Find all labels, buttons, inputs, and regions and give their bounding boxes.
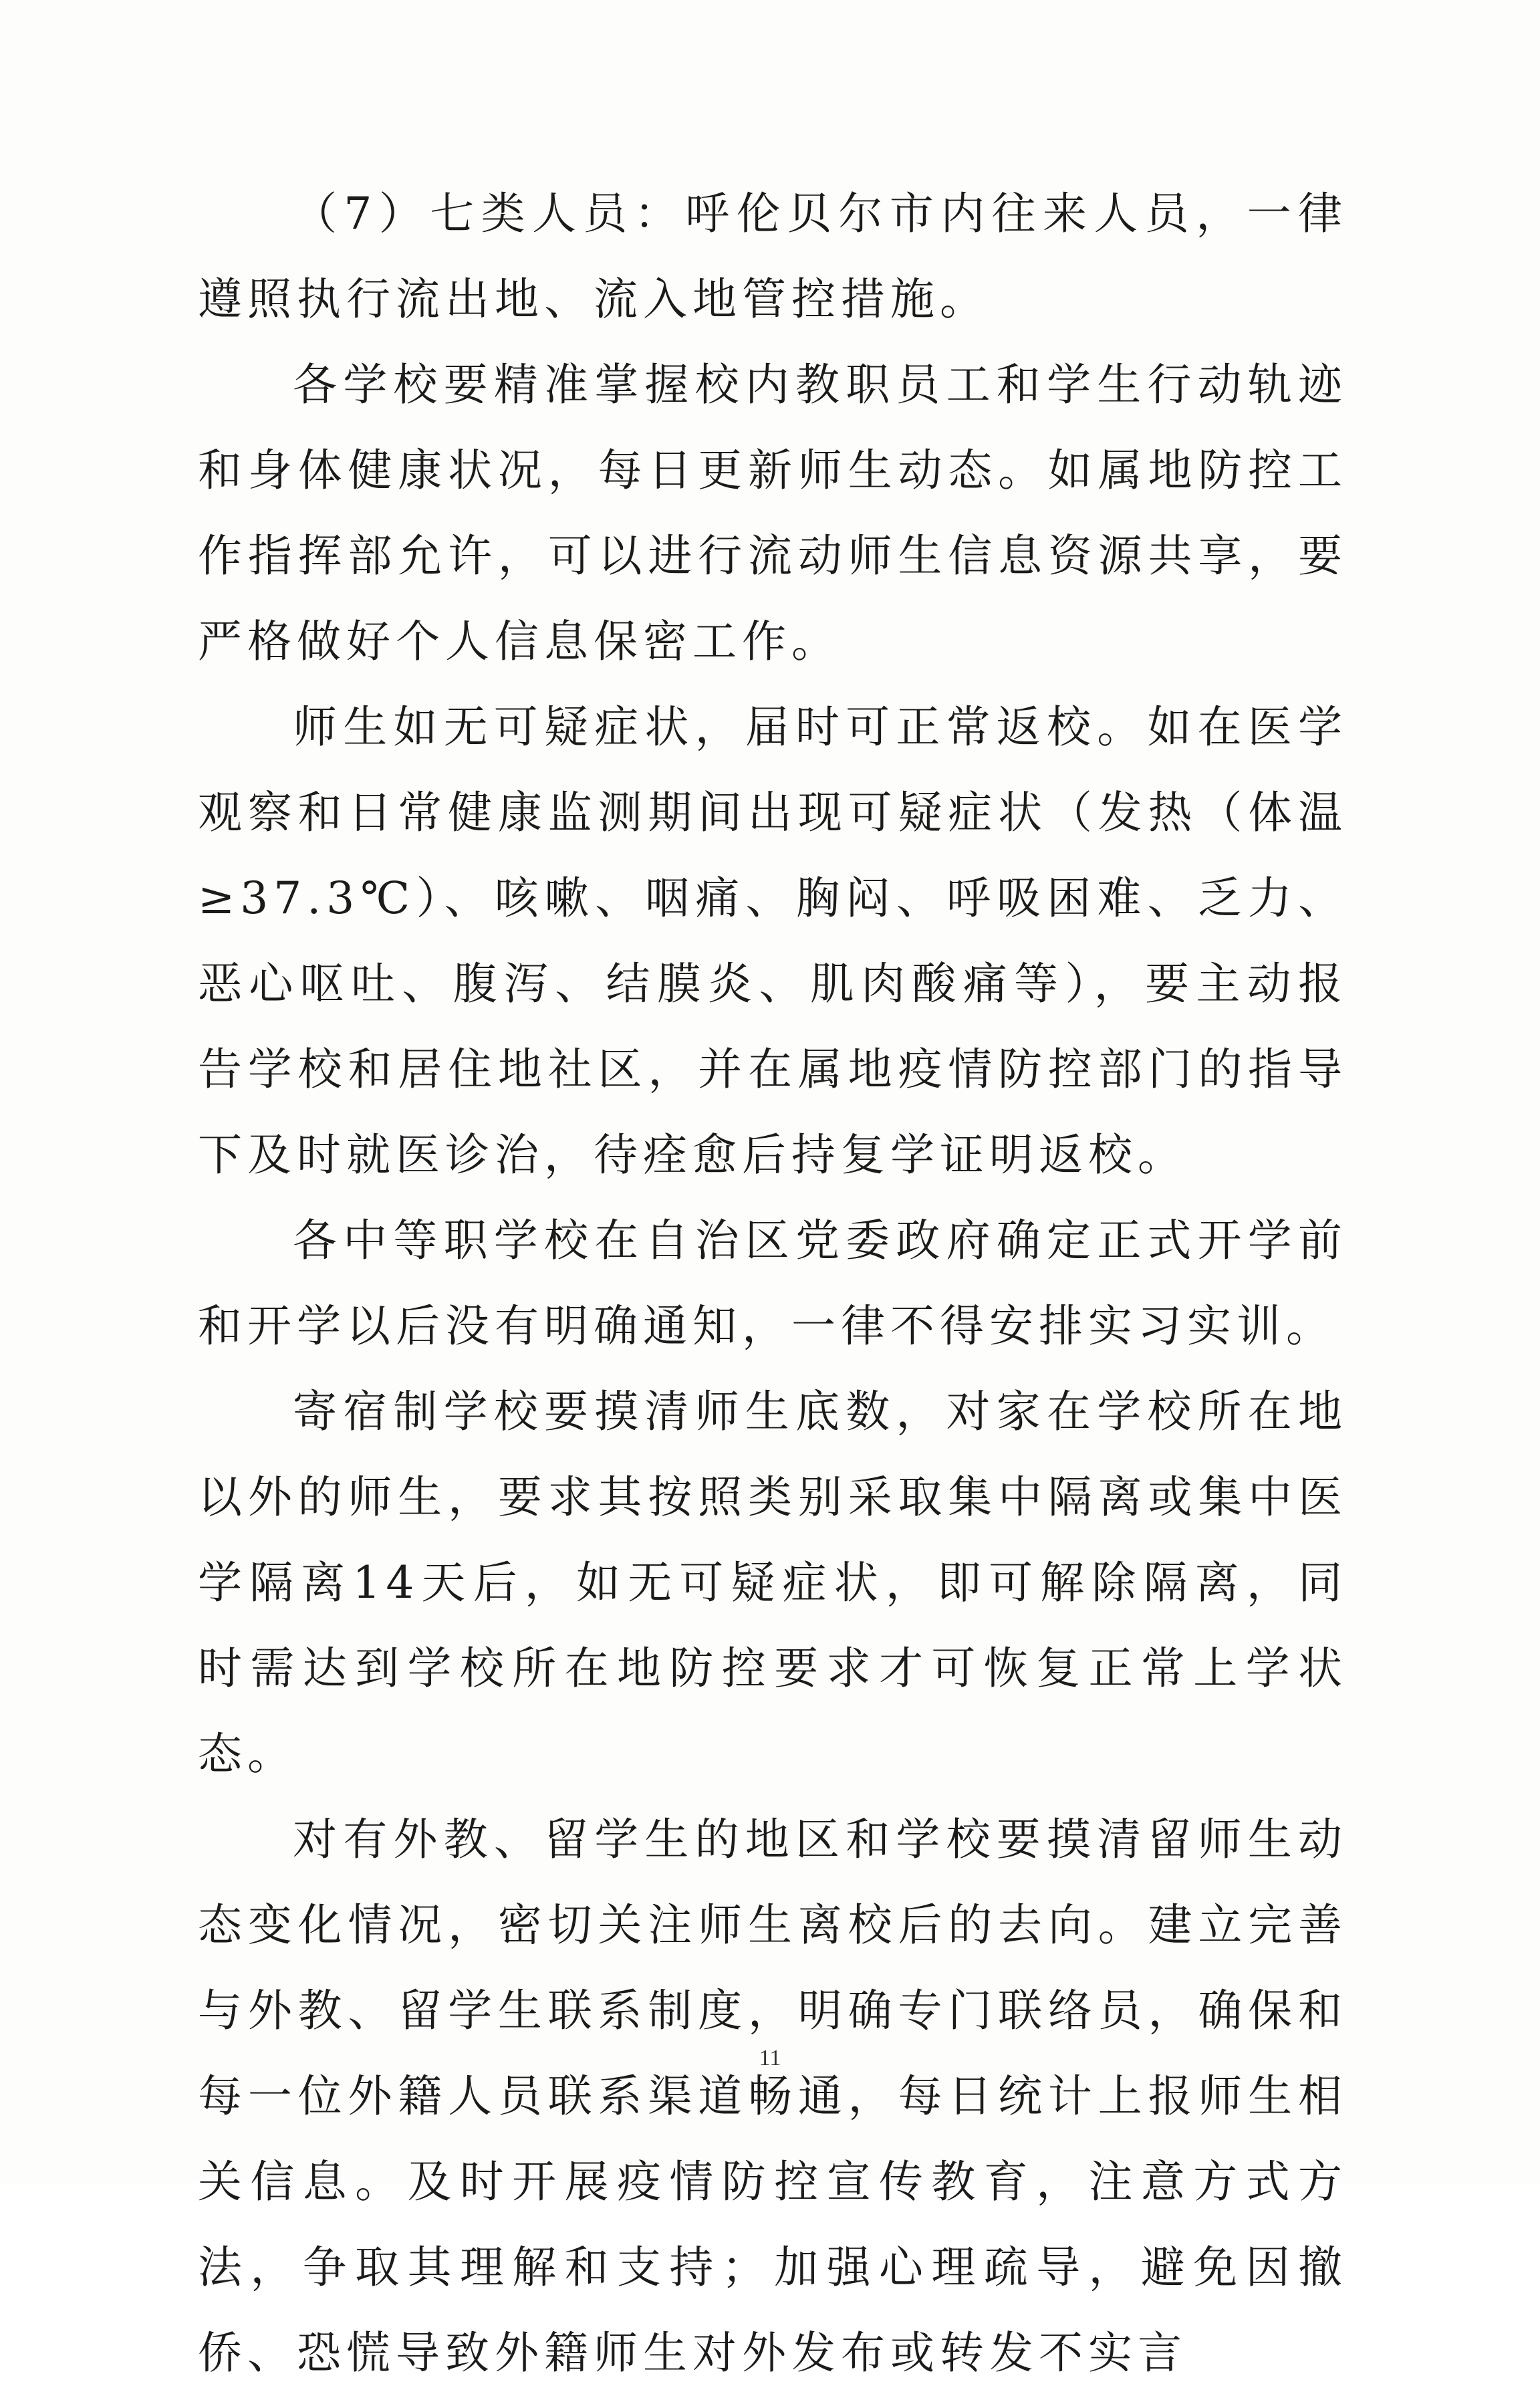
page-number: 11 [759, 2046, 781, 2070]
paragraph-foreign-teachers: 对有外教、留学生的地区和学校要摸清留师生动态变化情况，密切关注师生离校后的去向。建立完善与外教、留学生联系制度，明确专门联络员，确保和每一位外籍人员联系渠道畅通，每日统计上报师生相关信息。及时开展疫情防控宣传教育，注意方式方法，争取其理解和支持；加强心理疏导，避免因撤侨、恐慌导致外籍师生对外发布或转发不实言 [198, 1814, 1348, 2379]
paragraph-vocational-schools: 各中等职学校在自治区党委政府确定正式开学前和开学以后没有明确通知，一律不得安排实习实训。 [198, 1215, 1348, 1352]
paragraph-boarding-schools: 寄宿制学校要摸清师生底数，对家在学校所在地以外的师生，要求其按照类别采取集中隔离或集中医学隔离14天后，如无可疑症状，即可解除隔离，同时需达到学校所在地防控要求才可恢复正常上学状态。 [198, 1386, 1348, 1780]
paragraph-tracking-health: 各学校要精准掌握校内教职员工和学生行动轨迹和身体健康状况，每日更新师生动态。如属地防控工作指挥部允许，可以进行流动师生信息资源共享，要严格做好个人信息保密工作。 [198, 359, 1348, 667]
paragraph-category-seven: （7）七类人员：呼伦贝尔市内往来人员，一律遵照执行流出地、流入地管控措施。 [198, 188, 1348, 325]
paragraph-return-symptoms: 师生如无可疑症状，届时可正常返校。如在医学观察和日常健康监测期间出现可疑症状（发热（体温 ≥37.3℃）、咳嗽、咽痛、胸闷、呼吸困难、乏力、恶心呕吐、腹泻、结膜炎、肌肉酸痛等），要主动报告学校和居住地社区，并在属地疫情防控部门的指导下及时就医诊治，待痊愈后持复学证明返校。 [198, 701, 1397, 1181]
